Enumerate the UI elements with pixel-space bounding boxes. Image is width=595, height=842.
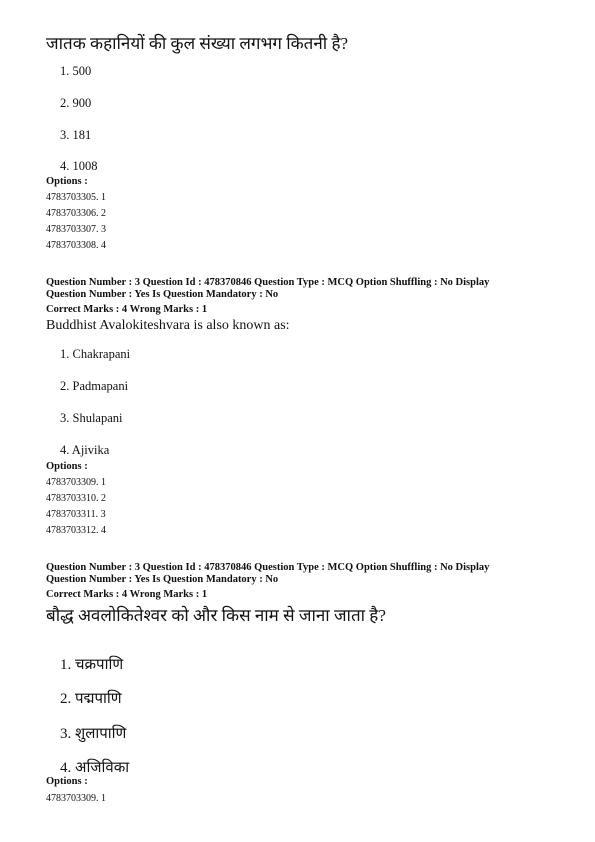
answer-choice-4: 4. Ajivika (60, 443, 110, 457)
options-label: Options : (46, 776, 88, 787)
question-meta-line-1: Question Number : 3 Question Id : 478370846 Question Type : MCQ Option Shuffling : No Display (46, 277, 490, 288)
question-meta-line-1: Question Number : 3 Question Id : 478370846 Question Type : MCQ Option Shuffling : No Display (46, 562, 490, 573)
option-id: 4783703308. 4 (46, 240, 106, 251)
options-label: Options : (46, 461, 88, 472)
answer-choice-1: 1. 500 (60, 64, 92, 78)
marks-line: Correct Marks : 4 Wrong Marks : 1 (46, 304, 208, 315)
question-text: बौद्ध अवलोकितेश्वर को और किस नाम से जाना जाता है? (46, 606, 386, 625)
answer-choice-3: 3. शुलापाणि (60, 726, 127, 742)
answer-choice-1: 1. Chakrapani (60, 347, 131, 361)
options-label: Options : (46, 176, 88, 187)
option-id: 4783703311. 3 (46, 509, 106, 520)
option-id: 4783703310. 2 (46, 493, 106, 504)
answer-choice-2: 2. Padmapani (60, 379, 129, 393)
answer-choice-4: 4. 1008 (60, 159, 98, 173)
question-text: Buddhist Avalokiteshvara is also known as: (46, 318, 290, 333)
option-id: 4783703309. 1 (46, 793, 106, 804)
marks-line: Correct Marks : 4 Wrong Marks : 1 (46, 589, 208, 600)
answer-choice-2: 2. पद्मपाणि (60, 691, 122, 707)
option-id: 4783703306. 2 (46, 208, 106, 219)
question-meta-line-2: Question Number : Yes Is Question Mandatory : No (46, 289, 279, 300)
option-id: 4783703305. 1 (46, 192, 106, 203)
option-id: 4783703307. 3 (46, 224, 106, 235)
option-id: 4783703312. 4 (46, 525, 106, 536)
answer-choice-3: 3. Shulapani (60, 411, 123, 425)
answer-choice-4: 4. अजिविका (60, 760, 130, 776)
question-meta-line-2: Question Number : Yes Is Question Mandatory : No (46, 574, 279, 585)
question-text: जातक कहानियों की कुल संख्या लगभग कितनी है? (46, 34, 349, 53)
answer-choice-3: 3. 181 (60, 128, 92, 142)
answer-choice-2: 2. 900 (60, 96, 92, 110)
option-id: 4783703309. 1 (46, 477, 106, 488)
answer-choice-1: 1. चक्रपाणि (60, 657, 124, 673)
